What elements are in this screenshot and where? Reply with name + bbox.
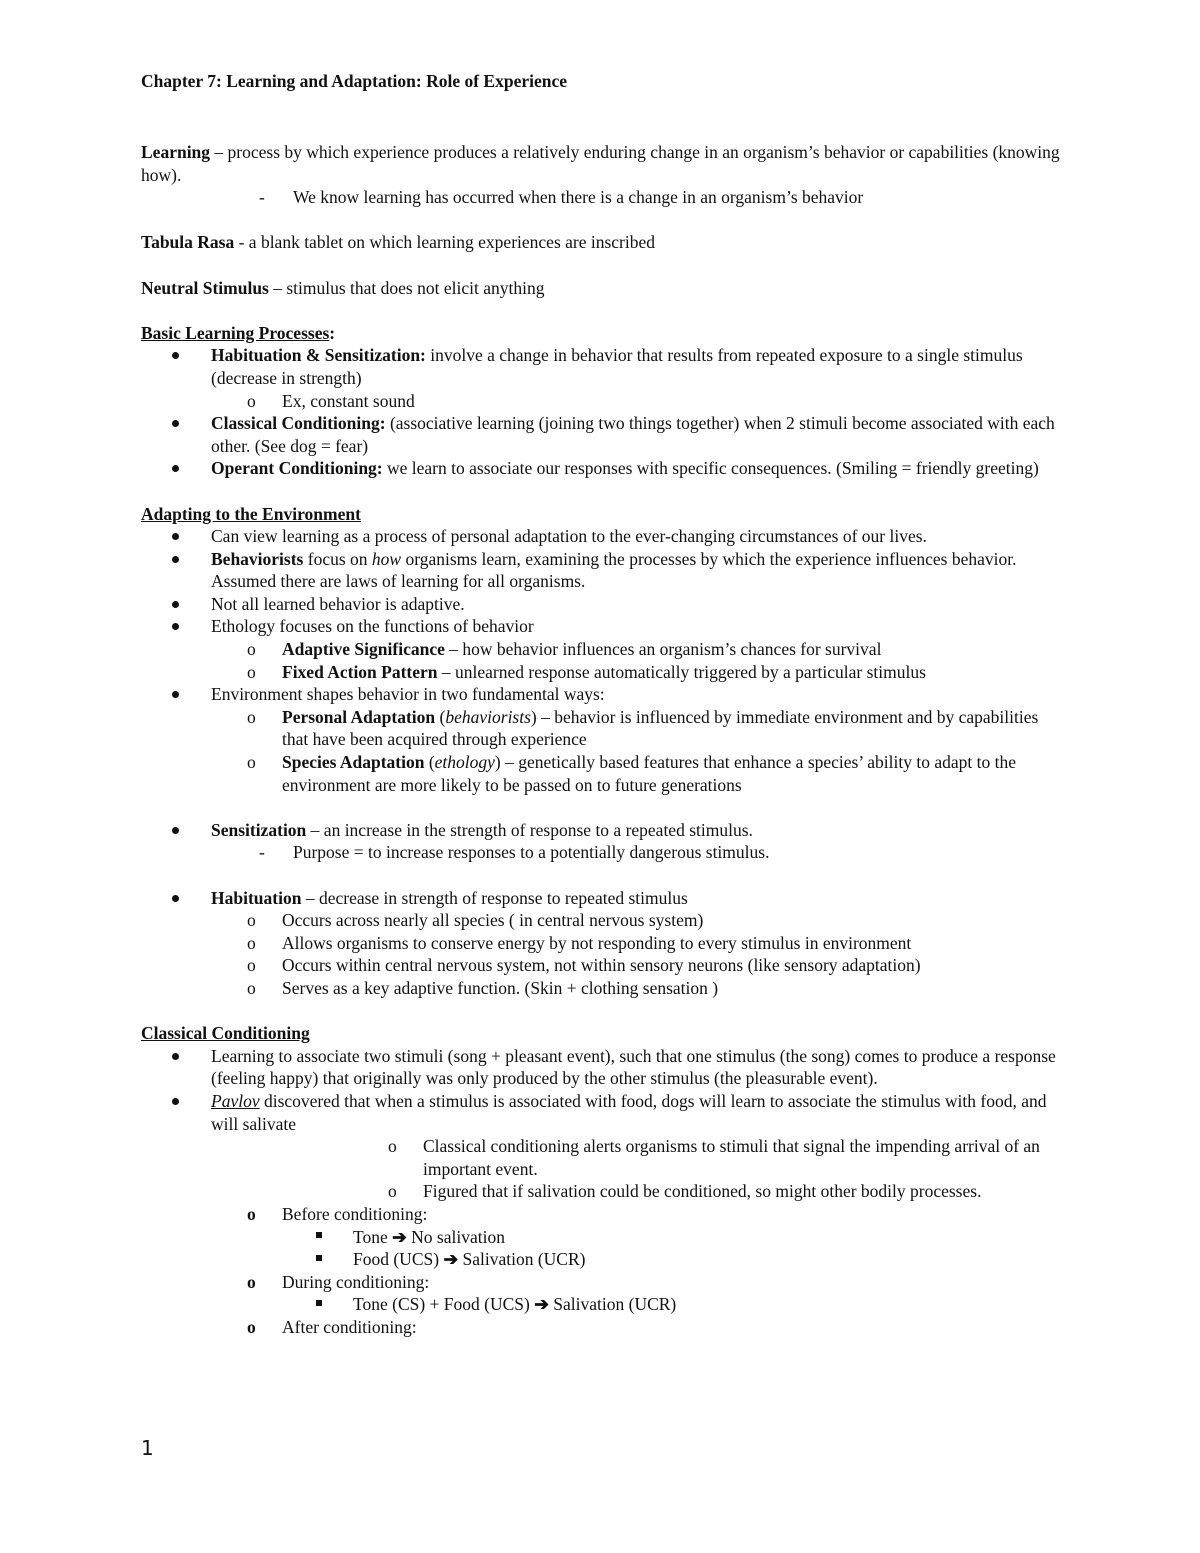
list-item (141, 887, 1066, 910)
term: Operant Conditioning: (211, 458, 383, 479)
bullet-icon (172, 457, 179, 480)
list-item-text: Environment shapes behavior in two fundamental ways: (211, 684, 605, 705)
list-item (141, 1316, 1066, 1339)
bullet-icon (172, 683, 179, 706)
list-item (141, 1045, 1066, 1090)
list-item (141, 1226, 1066, 1249)
bullet-icon (172, 412, 179, 435)
term-tabula-rasa: Tabula Rasa (141, 232, 235, 253)
list-item-text: (associative learning (joining two things together) when 2 stimuli become associated with each other. (See dog = fear) (211, 413, 1055, 456)
term: Behaviorists (211, 548, 304, 569)
square-bullet-icon (316, 1248, 322, 1271)
list-item (141, 1203, 1066, 1226)
bullet-icon (172, 593, 179, 616)
list-item-text: – an increase in the strength of response to a repeated stimulus. (306, 819, 753, 840)
list-item (141, 1293, 1066, 1316)
page-content (141, 70, 1066, 1338)
term-learning: Learning (141, 142, 211, 162)
list-item (141, 977, 1066, 1000)
text-part: focus on (303, 548, 372, 569)
list-item (141, 457, 1066, 480)
list-item (141, 593, 1066, 616)
list-item (141, 1271, 1066, 1294)
bullet-icon (172, 887, 179, 910)
list-item-text: Learning to associate two stimuli (song + pleasant event), such that one stimulus (the song) comes to produce a response (feeling happy) that originally was only produced by the other stimulus (the pleasurable event). (211, 1045, 1056, 1089)
text-part: organisms learn, examining the processes by which the experience influences behavior. Assumed there are laws of learning for all organisms. (211, 548, 1017, 592)
bullet-icon (172, 525, 179, 548)
list-item (141, 841, 1066, 864)
list-item-text: we learn to associate our responses with specific consequences. (Smiling = friendly greeting) (382, 458, 1039, 479)
emphasis: how (371, 548, 402, 569)
list-item (141, 819, 1066, 842)
text-part: Salivation (UCR) (458, 1249, 586, 1270)
list-item-text: – genetically based features that enhance a species’ ability to adapt to the environment are more likely to be passed on to future generations (282, 752, 1016, 795)
circle-bullet-icon: o (247, 977, 256, 998)
bullet-icon (172, 548, 179, 571)
list-item-text: Not all learned behavior is adaptive. (211, 593, 465, 614)
list-item-text: Occurs across nearly all species ( in central nervous system) (282, 910, 704, 931)
list-item-text: Ethology focuses on the functions of behavior (211, 616, 534, 637)
list-item-text: Classical conditioning alerts organisms to stimuli that signal the impending arrival of an important event. (423, 1136, 1040, 1179)
text-part: Food (UCS) (353, 1249, 444, 1270)
list-item (141, 1248, 1066, 1271)
definition-neutral-stimulus (141, 277, 1066, 300)
page-number: 1 (141, 1436, 154, 1460)
list-item (141, 390, 1066, 413)
term: Habituation & Sensitization: (211, 345, 426, 366)
circle-bullet-icon: o (388, 1136, 397, 1157)
definition-tabula-rasa (141, 231, 1066, 254)
list-item-text: Serves as a key adaptive function. (Skin + clothing sensation ) (282, 977, 719, 998)
bullet-icon (172, 344, 179, 367)
list-item (141, 412, 1066, 457)
section-heading-basic (141, 322, 1066, 345)
list-item (141, 548, 1066, 593)
arrow-right-icon: ➔ (534, 1294, 549, 1315)
page-title: Chapter 7: Learning and Adaptation: Role of Experience (141, 71, 567, 91)
definition-learning (141, 141, 1066, 186)
list-item: o Personal Adaptation (behaviorists) – behavior is influenced by immediate environment and by capabilities that have been acquired through experience (247, 706, 1039, 750)
circle-bullet-icon: o (388, 1181, 397, 1202)
list-item-text: Figured that if salivation could be conditioned, so might other bodily processes. (423, 1181, 982, 1202)
list-item (141, 1090, 1066, 1135)
square-bullet-icon (316, 1226, 322, 1249)
term: Fixed Action Pattern (282, 661, 438, 682)
circle-bullet-icon: o (247, 955, 256, 976)
dash-marker: - (259, 187, 265, 208)
list-item-text: After conditioning: (282, 1316, 417, 1337)
list-item-text: – behavior is influenced by immediate environment and by capabilities that have been acquired through experience (282, 706, 1039, 750)
circle-bullet-icon: o (247, 661, 256, 682)
list-item-text: – unlearned response automatically triggered by a particular stimulus (437, 661, 926, 682)
list-item (141, 186, 1066, 209)
term-neutral-stimulus: Neutral Stimulus (141, 277, 269, 298)
bullet-icon (172, 615, 179, 638)
term: Classical Conditioning: (211, 413, 386, 434)
heading-text: Classical Conditioning (141, 1023, 310, 1044)
list-item (141, 525, 1066, 548)
list-item-text: Purpose = to increase responses to a potentially dangerous stimulus. (293, 842, 770, 863)
term: Sensitization (211, 819, 307, 840)
list-item-text: Ex, constant sound (282, 390, 415, 411)
term: Personal Adaptation (282, 706, 436, 727)
list-item (141, 661, 1066, 684)
bullet-icon (172, 819, 179, 842)
term: Habituation (211, 887, 302, 908)
arrow-right-icon: ➔ (392, 1226, 407, 1247)
emphasis: behaviorists (445, 706, 531, 727)
circle-bullet-icon: o (247, 1271, 256, 1292)
circle-bullet-icon: o (247, 390, 256, 411)
list-item (141, 683, 1066, 706)
section-heading-adapting (141, 503, 1066, 526)
list-item: o Species Adaptation (ethology) – genetically based features that enhance a species’ ability to adapt to the environment are more likely to be passed on to future generations (247, 752, 1016, 795)
list-item-text: – how behavior influences an organism’s chances for survival (444, 639, 882, 660)
list-item (141, 638, 1066, 661)
emphasis: ethology (434, 752, 495, 773)
list-item-text: Before conditioning: (282, 1203, 428, 1224)
list-item-text: Occurs within central nervous system, not within sensory neurons (like sensory adaptation) (282, 955, 921, 976)
list-item (141, 954, 1066, 977)
section-heading-classical (141, 1022, 1066, 1045)
dash-marker: - (259, 842, 265, 863)
term: Adaptive Significance (282, 639, 445, 660)
square-bullet-icon (316, 1293, 322, 1316)
list-item (141, 909, 1066, 932)
arrow-right-icon: ➔ (443, 1249, 459, 1270)
list-item-text: discovered that when a stimulus is associated with food, dogs will learn to associate the stimulus with food, and will salivate (211, 1090, 1047, 1134)
text-part: No salivation (406, 1226, 505, 1247)
circle-bullet-icon: o (247, 910, 256, 931)
term: Species Adaptation (282, 752, 425, 773)
list-item-text: involve a change in behavior that results from repeated exposure to a single stimulus (decrease in strength) (211, 345, 1023, 388)
list-item (141, 344, 1066, 389)
list-item-text: Allows organisms to conserve energy by not responding to every stimulus in environment (282, 932, 912, 953)
list-item-text: – decrease in strength of response to repeated stimulus (301, 887, 688, 908)
circle-bullet-icon: o (247, 1316, 256, 1337)
list-item-text: Can view learning as a process of personal adaptation to the ever-changing circumstances of our lives. (211, 526, 927, 547)
circle-bullet-icon: o (247, 752, 256, 773)
list-item (141, 932, 1066, 955)
circle-bullet-icon: o (247, 932, 256, 953)
circle-bullet-icon: o (247, 639, 256, 660)
bullet-icon (172, 1090, 179, 1113)
list-item (141, 1180, 1066, 1203)
definition-text: – process by which experience produces a relatively enduring change in an organism’s behavior or capabilities (knowing how). (141, 142, 1060, 185)
text-part: Salivation (UCR) (548, 1294, 677, 1315)
text-part: Tone (353, 1226, 393, 1247)
circle-bullet-icon: o (247, 706, 256, 727)
heading-text: Basic Learning Processes (141, 322, 330, 343)
list-item-text: We know learning has occurred when there is a change in an organism’s behavior (293, 187, 864, 208)
list-item (141, 615, 1066, 638)
list-item-text: During conditioning: (282, 1271, 430, 1292)
definition-text: – stimulus that does not elicit anything (268, 277, 545, 298)
text-part: Tone (CS) + Food (UCS) (353, 1294, 535, 1315)
name-pavlov: Pavlov (211, 1090, 260, 1111)
heading-colon: : (329, 322, 336, 343)
definition-text: - a blank tablet on which learning experiences are inscribed (234, 232, 656, 253)
bullet-icon (172, 1045, 179, 1068)
heading-text: Adapting to the Environment (141, 503, 361, 524)
circle-bullet-icon: o (247, 1203, 256, 1224)
list-item (141, 1135, 1066, 1180)
